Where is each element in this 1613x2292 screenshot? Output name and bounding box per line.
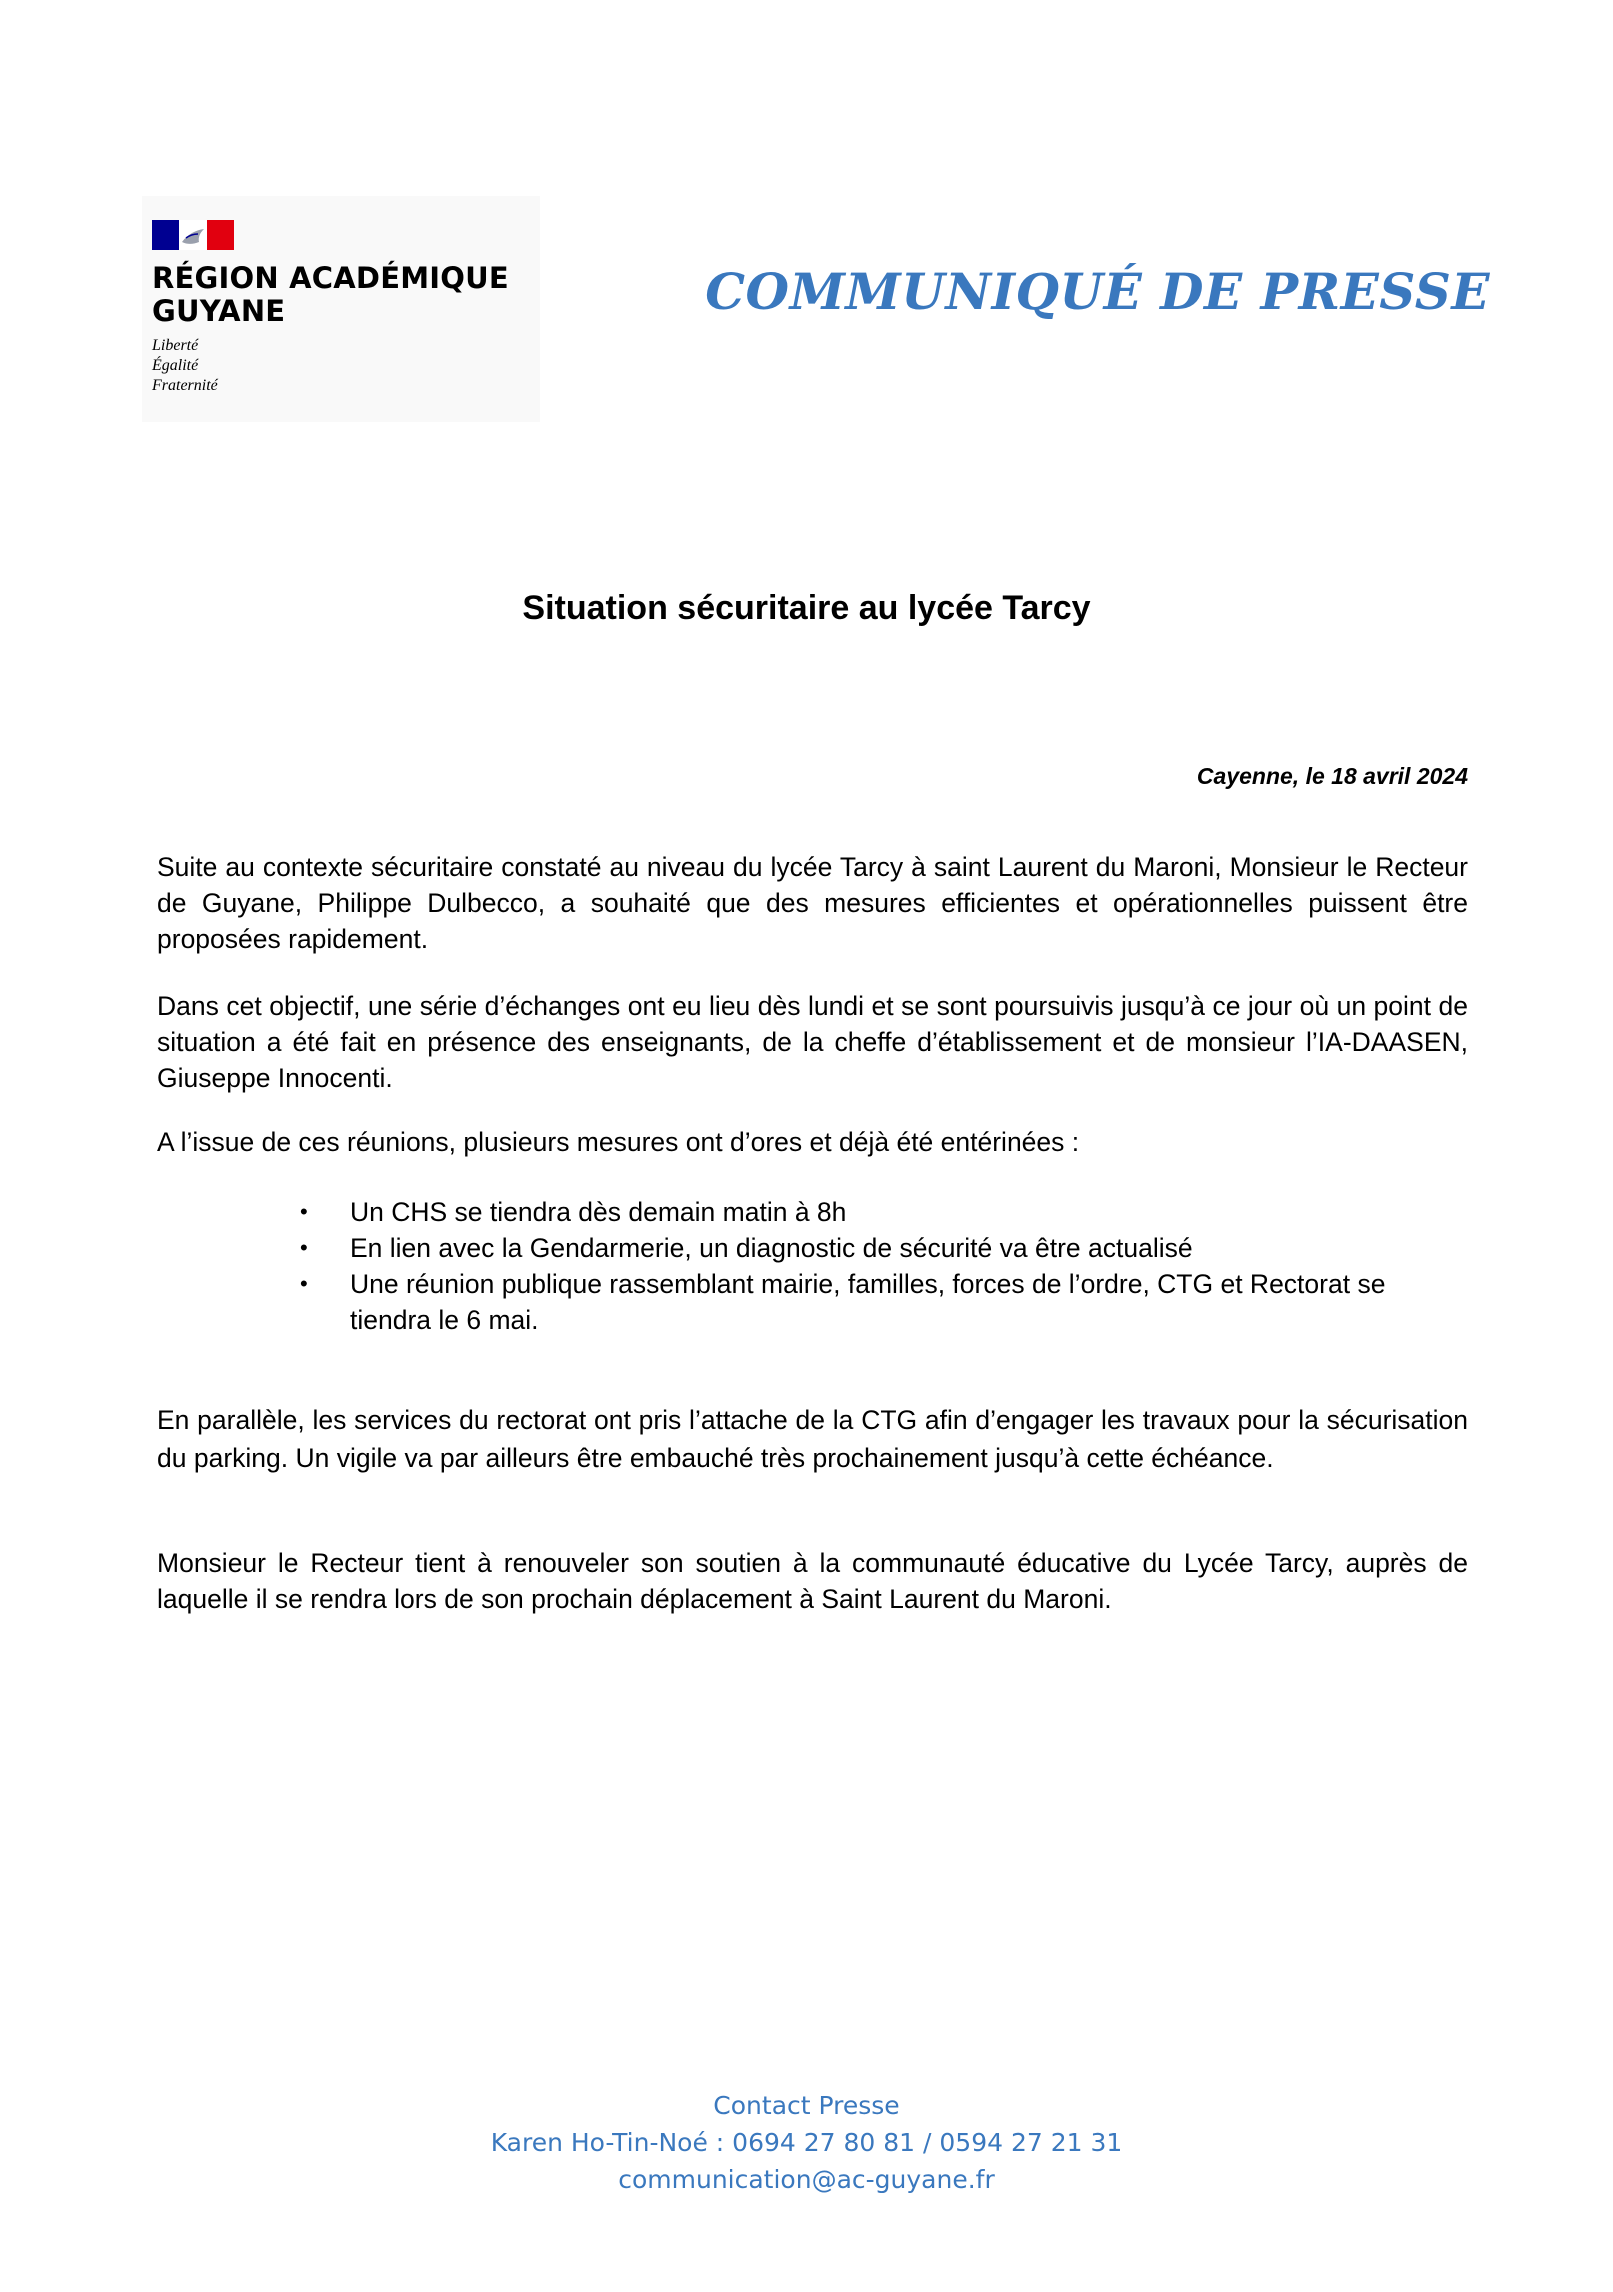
republic-motto bbox=[152, 336, 218, 396]
press-contact bbox=[0, 2087, 1613, 2198]
contact-person: Karen Ho-Tin-Noé : 0694 27 80 81 / 0594 27 21 31 bbox=[490, 2128, 1123, 2157]
measures-list bbox=[298, 1194, 1468, 1338]
region-name: RÉGION ACADÉMIQUE GUYANE bbox=[152, 261, 509, 328]
paragraph-context: Suite au contexte sécuritaire constaté au niveau du lycée Tarcy à saint Laurent du Maroni, Monsieur le Recteur de Guyane, Philippe Dulbecco, a souhaité que des mesures efficientes et opérationnelles puissent être proposées rapidement. bbox=[157, 852, 1468, 954]
press-release-label: COMMUNIQUÉ DE PRESSE bbox=[705, 262, 1490, 321]
bullet-icon: • bbox=[300, 1235, 308, 1260]
region-logo bbox=[142, 196, 540, 422]
motto-liberte: Liberté bbox=[152, 337, 199, 354]
list-item bbox=[298, 1194, 1468, 1230]
paragraph-parallel-actions: En parallèle, les services du rectorat ont pris l’attache de la CTG afin d’engager les travaux pour la sécurisation du parking. Un vigile va par ailleurs être embauché très prochainement jusqu’à cette échéance. bbox=[157, 1405, 1468, 1473]
contact-email-link[interactable]: communication@ac-guyane.fr bbox=[618, 2165, 995, 2194]
list-item bbox=[298, 1266, 1468, 1338]
list-item-text: Une réunion publique rassemblant mairie, familles, forces de l’ordre, CTG et Rectorat se tiendra le 6 mai. bbox=[350, 1269, 1386, 1335]
document-date: Cayenne, le 18 avril 2024 bbox=[1196, 763, 1468, 789]
paragraph-objective: Dans cet objectif, une série d’échanges ont eu lieu dès lundi et se sont poursuivis jusqu’à ce jour où un point de situation a été fait en présence des enseignants, de la cheffe d’établissement et de monsieur l’IA-DAASEN, Giuseppe Innocenti. bbox=[157, 991, 1468, 1093]
motto-fraternite: Fraternité bbox=[152, 377, 218, 394]
marianne-flag-icon bbox=[152, 220, 234, 250]
list-item-text: Un CHS se tiendra dès demain matin à 8h bbox=[350, 1197, 847, 1227]
list-item-text: En lien avec la Gendarmerie, un diagnostic de sécurité va être actualisé bbox=[350, 1233, 1193, 1263]
paragraph-support: Monsieur le Recteur tient à renouveler son soutien à la communauté éducative du Lycée Tarcy, auprès de laquelle il se rendra lors de son prochain déplacement à Saint Laurent du Maroni. bbox=[157, 1548, 1468, 1614]
document-title: Situation sécuritaire au lycée Tarcy bbox=[522, 589, 1091, 627]
bullet-icon: • bbox=[300, 1199, 308, 1224]
paragraph-measures-intro: A l’issue de ces réunions, plusieurs mesures ont d’ores et déjà été entérinées : bbox=[157, 1127, 1080, 1157]
list-item bbox=[298, 1230, 1468, 1266]
contact-heading: Contact Presse bbox=[713, 2091, 900, 2120]
motto-egalite: Égalité bbox=[152, 357, 199, 374]
bullet-icon: • bbox=[300, 1271, 308, 1296]
